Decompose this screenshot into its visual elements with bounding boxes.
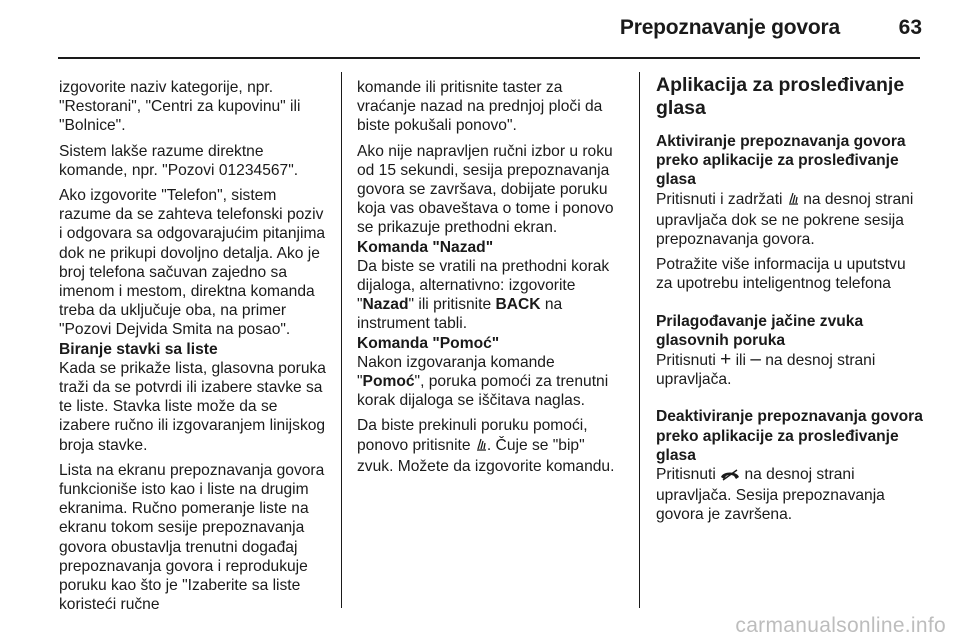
page-header <box>0 0 960 56</box>
paragraph: Pritisnuti na desnoj strani upravljača. Sesija prepoznavanja govora je završena. <box>656 466 885 524</box>
header-rule <box>58 57 920 59</box>
column-2 <box>357 78 625 482</box>
page-number: 63 <box>898 16 922 39</box>
minus-icon: – <box>750 349 761 371</box>
column-divider-1 <box>341 72 342 608</box>
paragraph: Lista na ekranu prepoznavanja govora funkcioniše isto kao i liste na drugim ekranima. Ručno pomeranje liste na ekranu tokom sesije prepoznavanja govora obustavlja trenutni događaj prepoznavanja govora i reprodukuje poruku kao što je "Izaberite sa liste koristeći ručne <box>59 461 325 614</box>
paragraph: Da biste prekinuli poruku pomoći, ponovo pritisnite . Čuje se "bip" zvuk. Možete da izgovorite komandu. <box>357 417 615 475</box>
hang-up-icon <box>720 467 740 486</box>
watermark: carmanualsonline.info <box>735 614 946 637</box>
paragraph: Da biste se vratili na prethodni korak dijaloga, alternativno: izgovorite "Nazad" ili pritisnite BACK na instrument tabli. <box>357 257 610 333</box>
paragraph: Ako izgovorite "Telefon", sistem razume da se zahteva telefonski poziv i odgovara sa odgovarajućim pitanjima dok ne prikupi dovoljno detalja. Ako je broj telefona sačuvan zajedno sa imenom i mestom, direktna komanda treba da uključuje oba, na primer "Pozovi Dejvida Smita na posao". <box>59 187 326 339</box>
voice-command-icon <box>475 437 487 457</box>
subheading-list-selection: Biranje stavki sa liste <box>59 340 218 358</box>
plus-icon: + <box>720 349 732 371</box>
subheading-back-command: Komanda "Nazad" <box>357 238 494 256</box>
subheading-activate: Aktiviranje prepoznavanja govora preko aplikacije za prosleđivanje glasa <box>656 133 906 189</box>
subheading-volume: Prilagođavanje jačine zvuka glasovnih poruka <box>656 312 864 349</box>
page-title: Prepoznavanje govora <box>619 16 840 39</box>
section-title: Aplikacija za prosleđivanje glasa <box>656 74 905 119</box>
paragraph: Ako nije napravljen ručni izbor u roku od 15 sekundi, sesija prepoznavanja govora se završava, dobijate poruku koja vas obaveštava o tome i ponovo se prikazuje prethodni ekran. <box>357 142 614 237</box>
voice-command-icon <box>787 191 799 211</box>
paragraph: Kada se prikaže lista, glasovna poruka traži da se potvrdi ili izabere stavke sa te liste. Stavka liste može da se izabere ručno ili izgovaranjem linijskog broja stavke. <box>59 359 326 454</box>
paragraph: Sistem lakše razume direktne komande, npr. "Pozovi 01234567". <box>59 142 299 179</box>
column-1 <box>59 78 331 620</box>
subheading-help-command: Komanda "Pomoć" <box>357 334 500 352</box>
paragraph: komande ili pritisnite taster za vraćanje nazad na prednjoj ploči da biste pokušali ponovo". <box>357 79 603 135</box>
subheading-deactivate: Deaktiviranje prepoznavanja govora preko aplikacije za prosleđivanje glasa <box>656 408 923 464</box>
column-divider-2 <box>639 72 640 608</box>
paragraph: Pritisnuti i zadržati na desnoj strani upravljača dok se ne pokrene sesija prepoznavanja govora. <box>656 190 914 249</box>
paragraph: izgovorite naziv kategorije, npr. "Restorani", "Centri za kupovinu" ili "Bolnice". <box>59 79 301 135</box>
paragraph: Nakon izgovaranja komande "Pomoć", poruka pomoći za trenutni korak dijaloga se iščitava naglas. <box>357 353 609 410</box>
paragraph: Potražite više informacija u uputstvu za upotrebu inteligentnog telefona <box>656 256 906 293</box>
paragraph: Pritisnuti + ili – na desnoj strani upravljača. <box>656 349 876 389</box>
column-3 <box>656 74 926 531</box>
